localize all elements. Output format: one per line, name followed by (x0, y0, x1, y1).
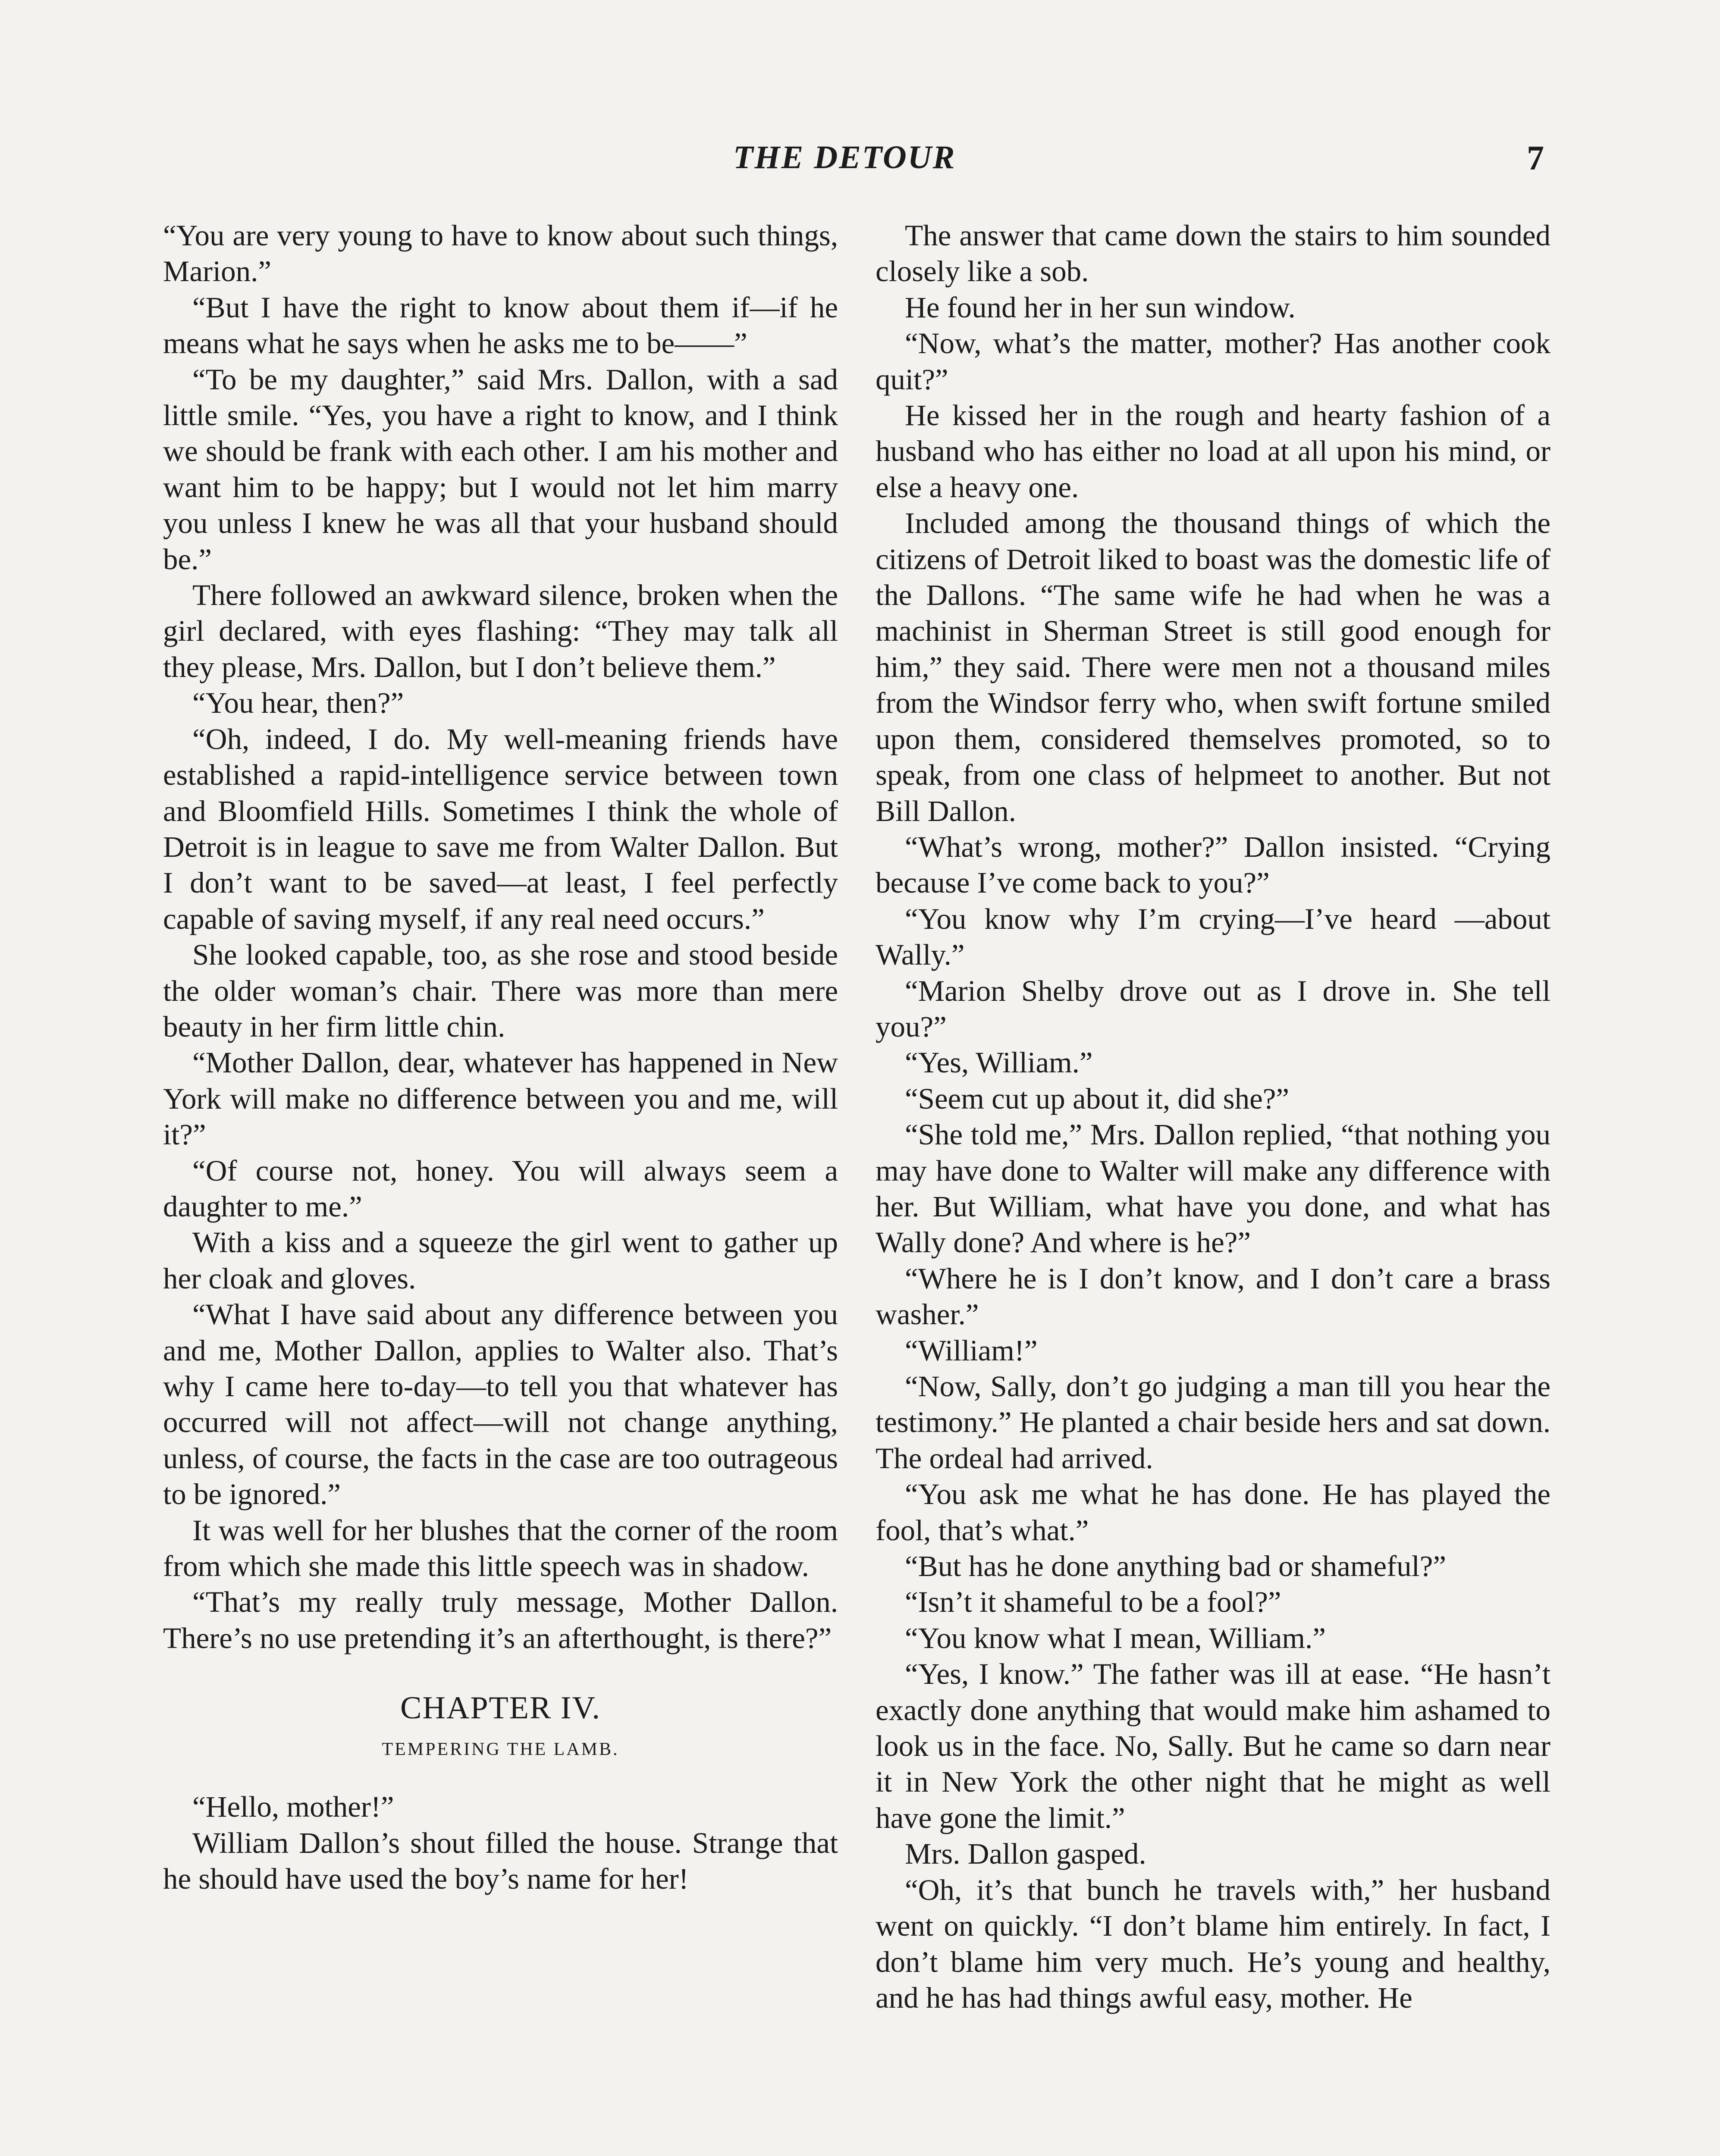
paragraph: William Dallon’s shout filled the house. Strange that he should have used the boy’s name for her! (163, 1826, 838, 1896)
paragraph: “To be my daughter,” said Mrs. Dallon, with a sad little smile. “Yes, you have a right to know, and I think we should be frank with each other. I am his mother and want him to be happy; but I would not let him marry you unless I knew he was all that your husband should be.” (163, 363, 838, 576)
paragraph: “What I have said about any difference between you and me, Mother Dallon, applies to Walter also. That’s why I came here to-day—to tell you that whatever has occurred will not affect—will not change anything, unless, of course, the facts in the case are too outrageous to be ignored.” (163, 1298, 838, 1511)
paragraph: “Where he is I don’t know, and I don’t care a brass washer.” (876, 1262, 1551, 1331)
paragraph: He kissed her in the rough and hearty fashion of a husband who has either no load at all upon his mind, or else a heavy one. (876, 399, 1551, 504)
right-column (876, 218, 1551, 2016)
paragraph: “Yes, William.” (905, 1046, 1093, 1079)
page-number: 7 (1527, 139, 1544, 177)
paragraph: “Marion Shelby drove out as I drove in. She tell you?” (876, 974, 1551, 1043)
chapter-subtitle: TEMPERING THE LAMB. (382, 1739, 619, 1760)
paragraph: With a kiss and a squeeze the girl went to gather up her cloak and gloves. (163, 1226, 838, 1295)
paragraph: “Yes, I know.” The father was ill at ease. “He hasn’t exactly done anything that would make him ashamed to look us in the face. No, Sally. But he came so darn near it in New York the other night that he might as well have gone the limit.” (876, 1658, 1551, 1834)
paragraph: “You ask me what he has done. He has played the fool, that’s what.” (876, 1478, 1551, 1547)
paragraph: “Oh, it’s that bunch he travels with,” her husband went on quickly. “I don’t blame him entirely. In fact, I don’t blame him very much. He’s young and healthy, and he has had things awful easy, mother. He (876, 1873, 1551, 2014)
paragraph: “Now, what’s the matter, mother? Has another cook quit?” (876, 327, 1551, 396)
paragraph: “But I have the right to know about them if—if he means what he says when he asks me to be——” (163, 291, 838, 360)
paragraph: “Of course not, honey. You will always seem a daughter to me.” (163, 1154, 838, 1223)
paragraph: “You are very young to have to know about such things, Marion.” (163, 219, 838, 288)
paragraph: “You know what I mean, William.” (905, 1621, 1326, 1655)
paragraph: Mrs. Dallon gasped. (905, 1837, 1146, 1871)
paragraph: “She told me,” Mrs. Dallon replied, “that nothing you may have done to Walter will make any difference with her. But William, what have you done, and what has Wally done? And where is he?” (876, 1118, 1551, 1259)
paragraph: There followed an awkward silence, broken when the girl declared, with eyes flashing: “They may talk all they please, Mrs. Dallon, but I don’t believe them.” (163, 579, 838, 683)
paragraph: Included among the thousand things of which the citizens of Detroit liked to boast was the domestic life of the Dallons. “The same wife he had when he was a machinist in Sherman Street is still good enough for him,” they said. There were men not a thousand miles from the Windsor ferry who, when swift fortune smiled upon them, considered themselves promoted, so to speak, from one class of helpmeet to another. But not Bill Dallon. (876, 507, 1551, 827)
paragraph: “But has he done anything bad or shameful?” (905, 1550, 1447, 1583)
paragraph: “That’s my really truly message, Mother Dallon. There’s no use pretending it’s an afterthought, is there?” (163, 1586, 838, 1655)
paragraph: “William!” (905, 1334, 1038, 1367)
paragraph: “Oh, indeed, I do. My well-meaning friends have established a rapid-intelligence service between town and Bloomfield Hills. Sometimes I think the whole of Detroit is in league to save me from Walter Dallon. But I don’t want to be saved—at least, I feel perfectly capable of saving myself, if any real need occurs.” (163, 722, 838, 935)
paragraph: “What’s wrong, mother?” Dallon insisted. “Crying because I’ve come back to you?” (876, 830, 1551, 899)
paragraph: “You hear, then?” (192, 686, 404, 720)
paragraph: She looked capable, too, as she rose and stood beside the older woman’s chair. There was more than mere beauty in her firm little chin. (163, 938, 838, 1043)
paragraph: He found her in her sun window. (905, 291, 1296, 324)
chapter-heading: CHAPTER IV. (400, 1690, 601, 1726)
paragraph: “Isn’t it shameful to be a fool?” (905, 1586, 1281, 1619)
paragraph: “Now, Sally, don’t go judging a man till you hear the testimony.” He planted a chair beside hers and sat down. The ordeal had arrived. (876, 1370, 1551, 1475)
paragraph: It was well for her blushes that the corner of the room from which she made this little speech was in shadow. (163, 1514, 838, 1583)
paragraph: “Mother Dallon, dear, whatever has happened in New York will make no difference between you and me, will it?” (163, 1046, 838, 1151)
running-title: THE DETOUR (733, 139, 956, 175)
paragraph: The answer that came down the stairs to him sounded closely like a sob. (876, 219, 1551, 288)
paragraph: “Seem cut up about it, did she?” (905, 1082, 1290, 1115)
paragraph: “Hello, mother!” (192, 1790, 394, 1824)
page-header (0, 139, 1720, 186)
paragraph: “You know why I’m crying—I’ve heard —about Wally.” (876, 902, 1551, 971)
left-column (163, 218, 838, 1897)
